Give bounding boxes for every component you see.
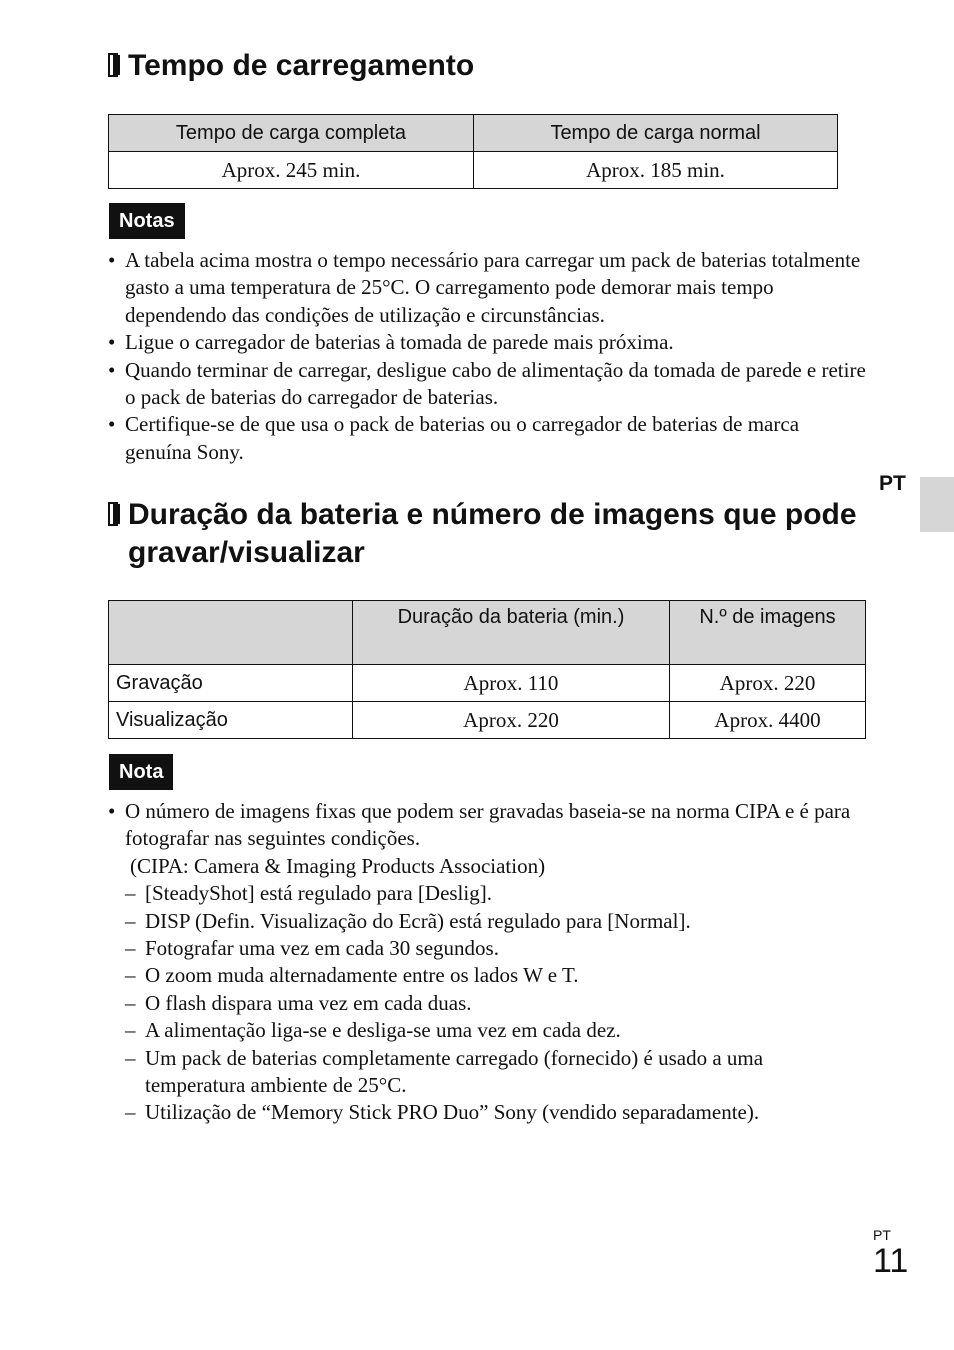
table-cell: Aprox. 220 <box>353 702 670 739</box>
notes-badge: Notas <box>109 203 185 239</box>
condition-item: – Fotografar uma vez em cada 30 segundos. <box>108 935 868 962</box>
section-marker-icon <box>108 502 118 526</box>
list-item: • A tabela acima mostra o tempo necessário para carregar um pack de baterias totalmente gasto a uma temperatura de 25°C. O carregamento pode demorar mais tempo dependendo das condições de utilização e circunstâncias. <box>108 247 868 329</box>
page-number: 11 <box>873 1242 909 1280</box>
page-language-label: PT <box>873 1227 891 1243</box>
note-list <box>108 798 868 1127</box>
condition-item: – [SteadyShot] está regulado para [Deslig]. <box>108 880 868 907</box>
section-title-battery-life: Duração da bateria e número de imagens que pode gravar/visualizar <box>108 496 878 572</box>
section-marker-icon <box>108 53 118 77</box>
condition-item: – O flash dispara uma vez em cada duas. <box>108 990 868 1017</box>
condition-item: – Um pack de baterias completamente carregado (fornecido) é usado a uma temperatura ambiente de 25°C. <box>108 1045 868 1100</box>
table-cell: Aprox. 4400 <box>670 702 866 739</box>
table-row-label: Visualização <box>109 702 353 739</box>
list-item: • Quando terminar de carregar, desligue cabo de alimentação da tomada de parede e retire o pack de baterias do carregador de baterias. <box>108 357 868 412</box>
table-cell: Aprox. 220 <box>670 665 866 702</box>
notes-list <box>108 247 868 466</box>
table-cell: Aprox. 245 min. <box>109 152 474 189</box>
table-header: Tempo de carga completa <box>109 115 474 152</box>
language-side-label: PT <box>879 472 906 495</box>
note-badge: Nota <box>109 754 173 790</box>
note-cipa-text: (CIPA: Camera & Imaging Products Association) <box>130 853 546 878</box>
charging-time-table <box>108 114 838 189</box>
table-header: Tempo de carga normal <box>474 115 838 152</box>
list-item: • Certifique-se de que usa o pack de baterias ou o carregador de baterias de marca genuína Sony. <box>108 411 868 466</box>
section-title-charging-time: Tempo de carregamento <box>108 47 474 85</box>
table-header <box>109 601 353 665</box>
table-header: Duração da bateria (min.) <box>353 601 670 665</box>
language-side-tab <box>920 477 954 532</box>
table-cell: Aprox. 185 min. <box>474 152 838 189</box>
table-cell: Aprox. 110 <box>353 665 670 702</box>
condition-item: – Utilização de “Memory Stick PRO Duo” Sony (vendido separadamente). <box>108 1099 868 1126</box>
list-item: • Ligue o carregador de baterias à tomada de parede mais próxima. <box>108 329 868 356</box>
table-header: N.º de imagens <box>670 601 866 665</box>
condition-item: – O zoom muda alternadamente entre os lados W e T. <box>108 962 868 989</box>
condition-item: – DISP (Defin. Visualização do Ecrã) está regulado para [Normal]. <box>108 908 868 935</box>
condition-item: – A alimentação liga-se e desliga-se uma vez em cada dez. <box>108 1017 868 1044</box>
table-row-label: Gravação <box>109 665 353 702</box>
battery-life-table <box>108 600 866 739</box>
list-item: • O número de imagens fixas que podem ser gravadas baseia-se na norma CIPA e é para fotografar nas seguintes condições. <box>108 798 868 853</box>
